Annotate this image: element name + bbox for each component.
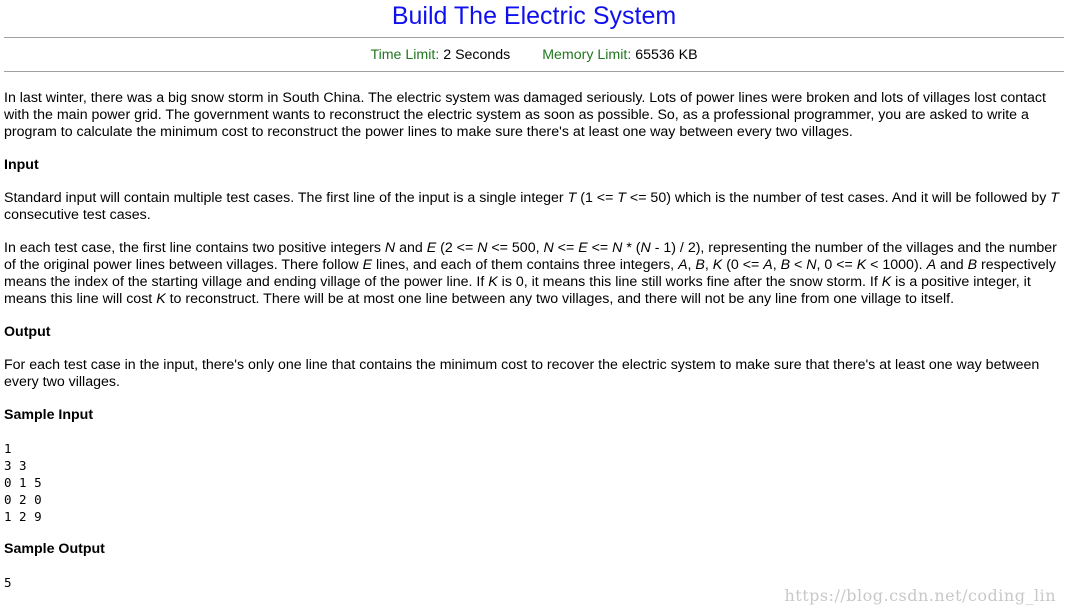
input-heading: Input xyxy=(4,157,39,173)
input-paragraph-2: In each test case, the first line contains two positive integers N and E (2 <= N <= 500, N <= E <= N * (N - 1) / 2), representing the number of the villages and the number of the original power lines between villages. There follow E lines, and each of them contains three integers, A, B, K (0 <= A, B < N, 0 <= K < 1000). A and B respectively means the index of the starting village and ending village of the power line. If K is 0, it means this line still works fine after the snow storm. If K is a positive integer, it means this line will cost K to reconstruct. There will be at most one line between any two villages, and there will not be any line from one village to itself. xyxy=(4,240,1057,307)
limits-bar xyxy=(0,38,1068,71)
sample-output-heading: Sample Output xyxy=(4,541,105,557)
sample-input-line: 1 xyxy=(4,441,12,456)
watermark: https://blog.csdn.net/coding_lin xyxy=(784,586,1056,605)
sample-input-line: 0 2 0 xyxy=(4,492,42,507)
output-paragraph: For each test case in the input, there's only one line that contains the minimum cost to recover the electric system to make sure that there's at least one way between every two villages. xyxy=(4,357,1040,390)
sample-input-line: 3 3 xyxy=(4,458,27,473)
problem-description: In last winter, there was a big snow storm in South China. The electric system was damaged seriously. Lots of power lines were broken and lots of villages lost contact with the main power grid. The government wants to reconstruct the electric system as soon as possible. So, as a professional programmer, you are asked to write a program to calculate the minimum cost to reconstruct the power lines to make sure there's at least one way between every two villages. xyxy=(4,90,1046,140)
problem-content xyxy=(4,90,1062,607)
sample-input-heading: Sample Input xyxy=(4,407,94,423)
memory-limit-label: Memory Limit: xyxy=(542,47,632,63)
sample-input-line: 0 1 5 xyxy=(4,475,42,490)
output-heading: Output xyxy=(4,324,51,340)
memory-limit-value: 65536 KB xyxy=(635,47,698,63)
time-limit-label: Time Limit: xyxy=(370,47,440,63)
divider-bottom xyxy=(4,71,1064,72)
time-limit-value: 2 Seconds xyxy=(443,47,511,63)
input-paragraph-1: Standard input will contain multiple test cases. The first line of the input is a single integer T (1 <= T <= 50) which is the number of test cases. And it will be followed by T consecutive test cases. xyxy=(4,190,1059,223)
problem-title: Build The Electric System xyxy=(391,2,677,30)
sample-input-line: 1 2 9 xyxy=(4,509,42,524)
sample-output-line: 5 xyxy=(4,575,12,590)
sample-input-block xyxy=(4,440,1062,525)
